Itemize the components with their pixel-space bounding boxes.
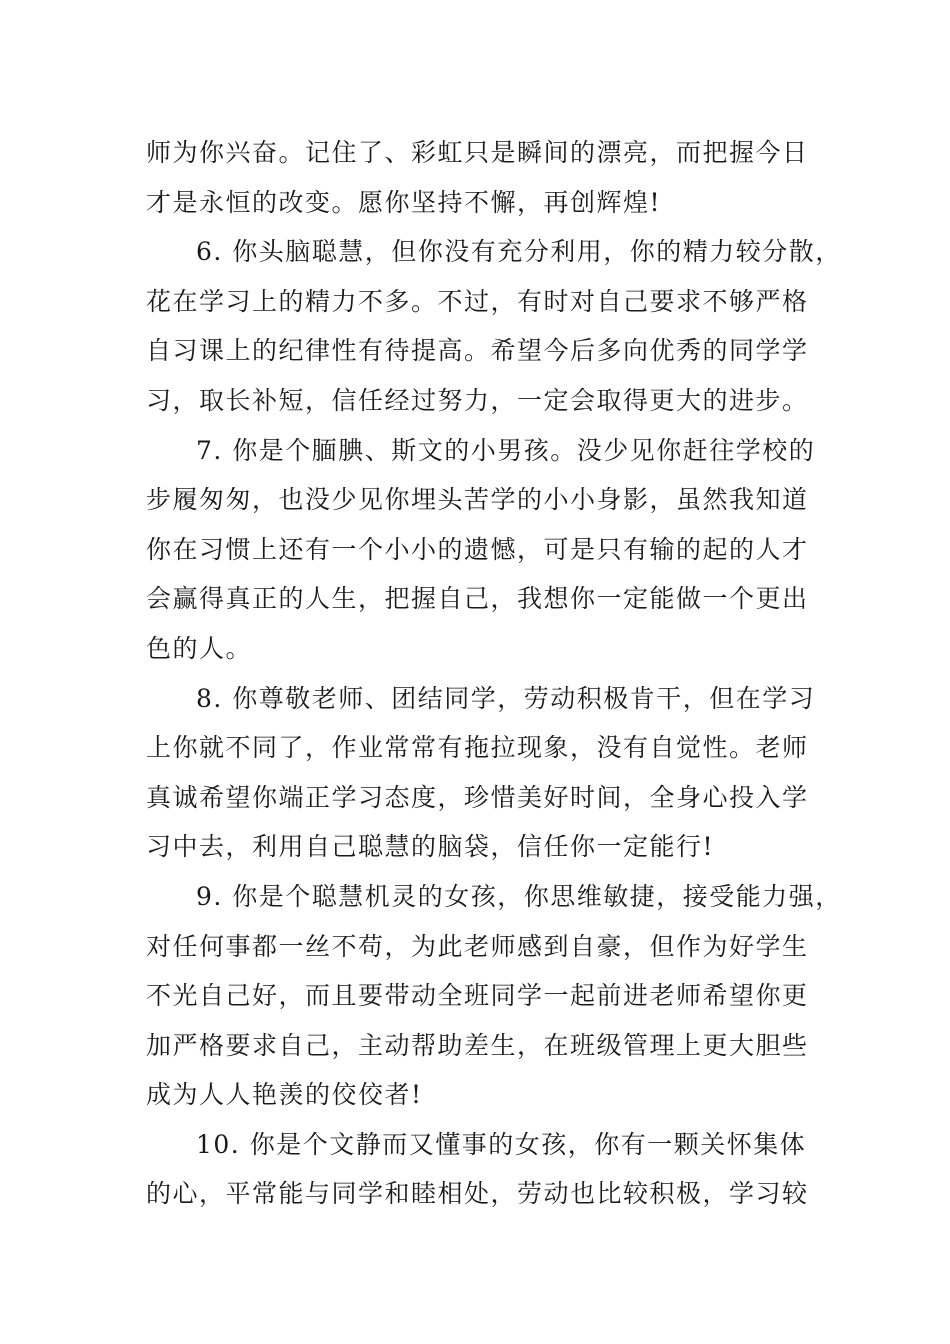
paragraph-first-line: 9. 你是个聪慧机灵的女孩，你思维敏捷，接受能力强， <box>196 881 842 911</box>
text-line: 上你就不同了，作业常常有拖拉现象，没有自觉性。老师 <box>146 733 809 763</box>
paragraph-first-line: 10. 你是个文静而又懂事的女孩，你有一颗关怀集体 <box>196 1129 807 1159</box>
text-line: 成为人人艳羡的佼佼者! <box>146 1080 423 1110</box>
text-line: 步履匆匆，也没少见你埋头苦学的小小身影，虽然我知道 <box>146 485 809 515</box>
paragraph-first-line: 7. 你是个腼腆、斯文的小男孩。没少见你赶往学校的 <box>196 435 816 465</box>
text-line: 色的人。 <box>146 633 253 663</box>
text-line: 你在习惯上还有一个小小的遗憾，可是只有输的起的人才 <box>146 534 809 564</box>
text-line: 花在学习上的精力不多。不过，有时对自己要求不够严格 <box>146 286 809 316</box>
text-line: 对任何事都一丝不苟，为此老师感到自豪，但作为好学生 <box>146 931 809 961</box>
paragraph-first-line: 8. 你尊敬老师、团结同学，劳动积极肯干，但在学习 <box>196 683 816 713</box>
text-line: 真诚希望你端正学习态度，珍惜美好时间，全身心投入学 <box>146 782 809 812</box>
paragraph-first-line: 6. 你头脑聪慧，但你没有充分利用，你的精力较分散， <box>196 237 842 267</box>
text-line: 师为你兴奋。记住了、彩虹只是瞬间的漂亮，而把握今日 <box>146 138 809 167</box>
text-line: 加严格要求自己，主动帮助差生，在班级管理上更大胆些 <box>146 1030 809 1060</box>
text-line: 才是永恒的改变。愿你坚持不懈，再创辉煌! <box>146 187 662 217</box>
text-line: 会赢得真正的人生，把握自己，我想你一定能做一个更出 <box>146 584 809 614</box>
document-body <box>146 128 842 1219</box>
text-line: 的心，平常能与同学和睦相处，劳动也比较积极，学习较 <box>146 1179 809 1209</box>
text-line: 习中去，利用自己聪慧的脑袋，信任你一定能行! <box>146 832 715 862</box>
text-line: 自习课上的纪律性有待提高。希望今后多向优秀的同学学 <box>146 336 809 366</box>
text-line: 习，取长补短，信任经过努力，一定会取得更大的进步。 <box>146 385 809 415</box>
text-line: 不光自己好，而且要带动全班同学一起前进老师希望你更 <box>146 981 809 1011</box>
